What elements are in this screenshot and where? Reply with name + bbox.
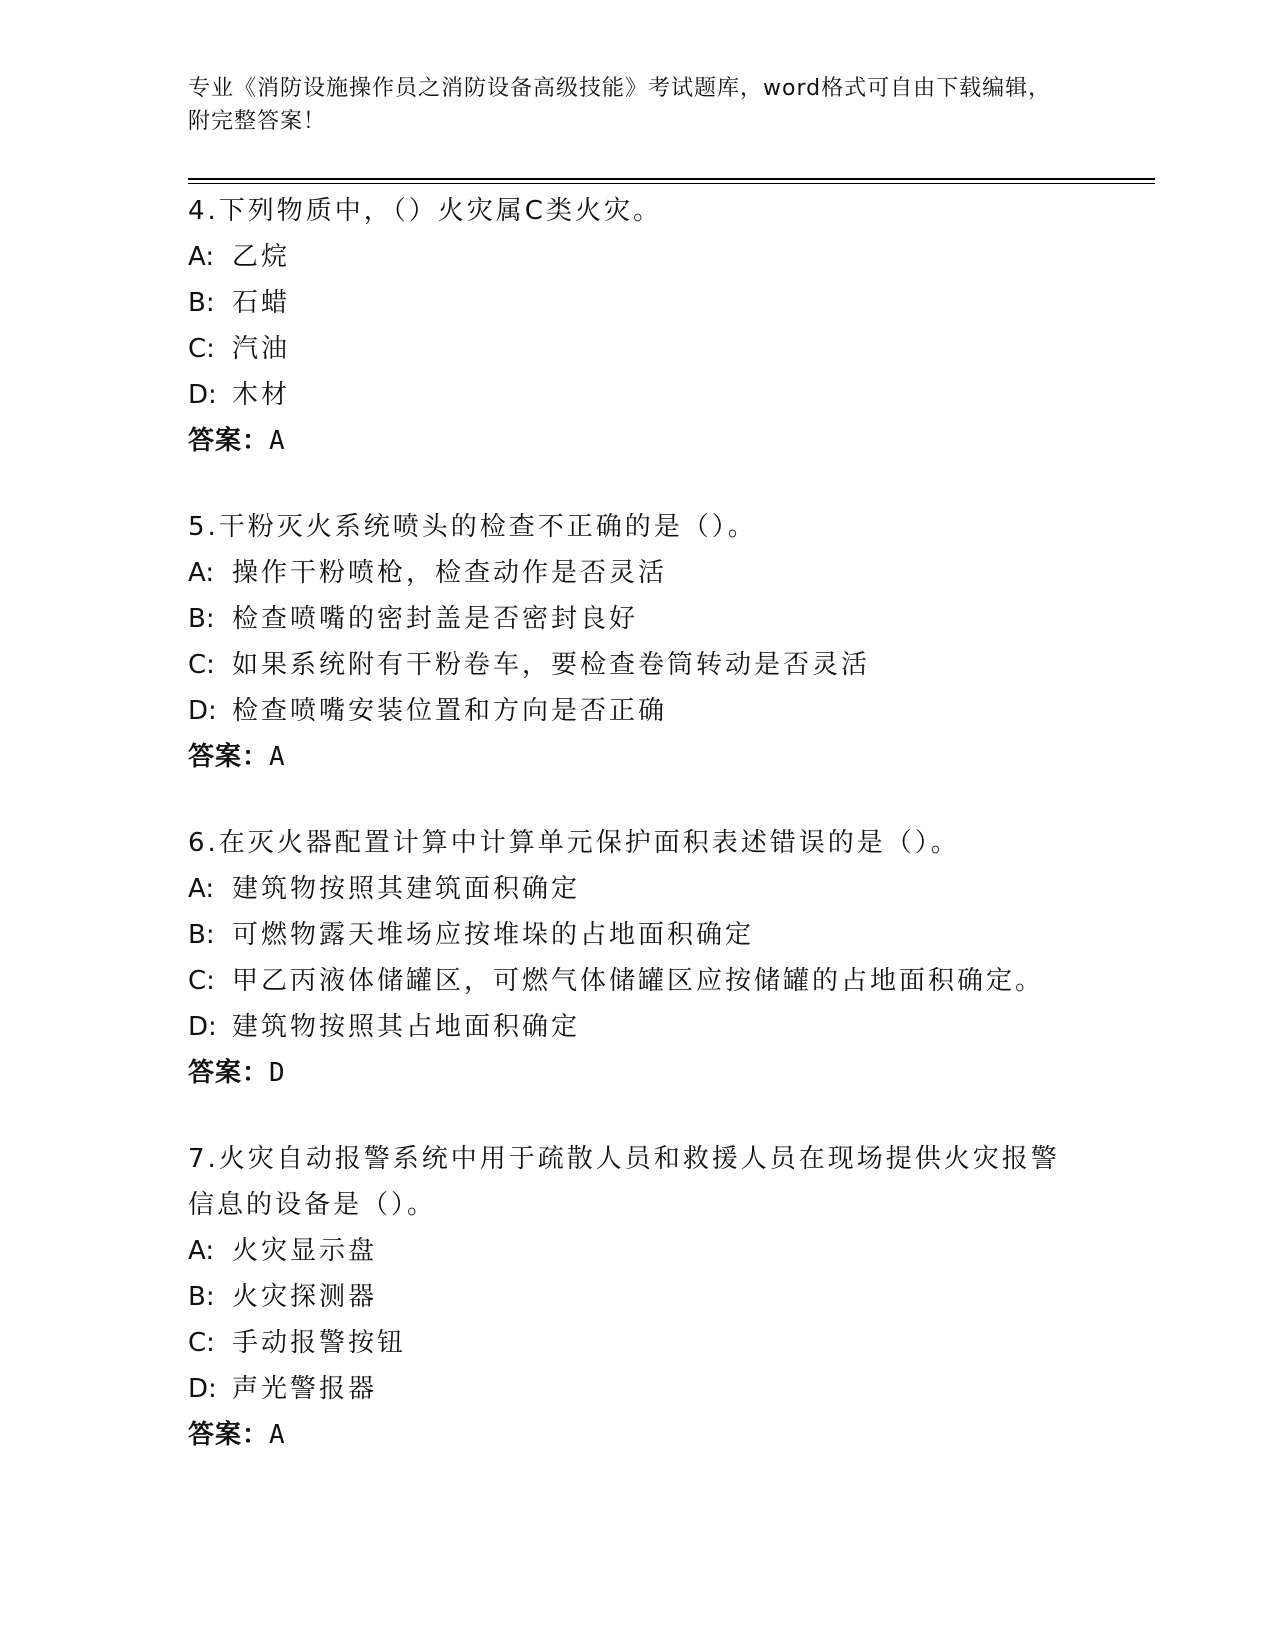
- question-5: [188, 504, 1088, 780]
- question-6: [188, 820, 1088, 1096]
- option-key: D:: [188, 1012, 217, 1042]
- question-stem: 5.干粉灭火系统喷头的检查不正确的是（）。: [188, 512, 757, 542]
- option-key: A:: [188, 874, 215, 904]
- option-text: 木材: [232, 380, 291, 410]
- option-text: 甲乙丙液体储罐区，可燃气体储罐区应按储罐的占地面积确定。: [232, 966, 1045, 996]
- option-key: B:: [188, 1282, 215, 1312]
- option-a: [188, 234, 1088, 280]
- option-a: [188, 866, 1088, 912]
- option-text: 建筑物按照其占地面积确定: [232, 1012, 581, 1042]
- option-text: 乙烷: [232, 242, 291, 272]
- answer-line: [188, 1412, 1088, 1458]
- answer-value: A: [269, 426, 285, 456]
- option-key: C:: [188, 1328, 215, 1358]
- option-key: D:: [188, 380, 217, 410]
- option-key: C:: [188, 650, 215, 680]
- answer-line: [188, 1050, 1088, 1096]
- option-key: D:: [188, 1374, 217, 1404]
- document-header: [188, 72, 1068, 138]
- option-text: 操作干粉喷枪，检查动作是否灵活: [232, 558, 668, 588]
- answer-line: [188, 418, 1088, 464]
- option-text: 可燃物露天堆场应按堆垛的占地面积确定: [232, 920, 755, 950]
- header-text: 专业《消防设施操作员之消防设备高级技能》考试题库，word格式可自由下载编辑，附完整答案！: [188, 76, 1052, 134]
- option-c: [188, 1320, 1088, 1366]
- option-key: A:: [188, 242, 215, 272]
- option-c: [188, 958, 1088, 1004]
- option-key: C:: [188, 966, 215, 996]
- option-key: A:: [188, 558, 215, 588]
- answer-label: 答案：: [188, 1420, 270, 1450]
- question-7: [188, 1136, 1088, 1458]
- answer-value: A: [269, 1420, 285, 1450]
- answer-value: D: [269, 1058, 285, 1088]
- option-text: 手动报警按钮: [232, 1328, 407, 1358]
- option-text: 检查喷嘴的密封盖是否密封良好: [232, 604, 639, 634]
- option-key: A:: [188, 1236, 215, 1266]
- option-b: [188, 1274, 1088, 1320]
- question-stem: 7.火灾自动报警系统中用于疏散人员和救援人员在现场提供火灾报警信息的设备是（）。: [188, 1144, 1060, 1220]
- option-d: [188, 372, 1088, 418]
- option-text: 建筑物按照其建筑面积确定: [232, 874, 581, 904]
- answer-value: A: [269, 742, 285, 772]
- answer-label: 答案：: [188, 426, 270, 456]
- option-key: D:: [188, 696, 217, 726]
- header-divider-thick: [188, 178, 1155, 180]
- answer-label: 答案：: [188, 742, 270, 772]
- option-a: [188, 550, 1088, 596]
- option-key: B:: [188, 288, 215, 318]
- option-b: [188, 280, 1088, 326]
- header-divider-thin: [188, 183, 1155, 184]
- option-text: 石蜡: [232, 288, 291, 318]
- option-text: 如果系统附有干粉卷车，要检查卷筒转动是否灵活: [232, 650, 871, 680]
- answer-label: 答案：: [188, 1058, 270, 1088]
- question-stem: 4.下列物质中，（）火灾属C类火灾。: [188, 196, 662, 226]
- question-stem: 6.在灭火器配置计算中计算单元保护面积表述错误的是（）。: [188, 828, 960, 858]
- option-key: B:: [188, 920, 215, 950]
- option-text: 火灾探测器: [232, 1282, 378, 1312]
- option-text: 火灾显示盘: [232, 1236, 378, 1266]
- answer-line: [188, 734, 1088, 780]
- option-text: 声光警报器: [232, 1374, 378, 1404]
- option-d: [188, 1366, 1088, 1412]
- option-key: B:: [188, 604, 215, 634]
- option-b: [188, 596, 1088, 642]
- option-key: C:: [188, 334, 215, 364]
- option-text: 汽油: [232, 334, 291, 364]
- option-c: [188, 326, 1088, 372]
- question-4: [188, 188, 1088, 464]
- option-text: 检查喷嘴安装位置和方向是否正确: [232, 696, 668, 726]
- option-d: [188, 1004, 1088, 1050]
- option-c: [188, 642, 1088, 688]
- question-list: [188, 188, 1088, 1498]
- option-d: [188, 688, 1088, 734]
- option-a: [188, 1228, 1088, 1274]
- option-b: [188, 912, 1088, 958]
